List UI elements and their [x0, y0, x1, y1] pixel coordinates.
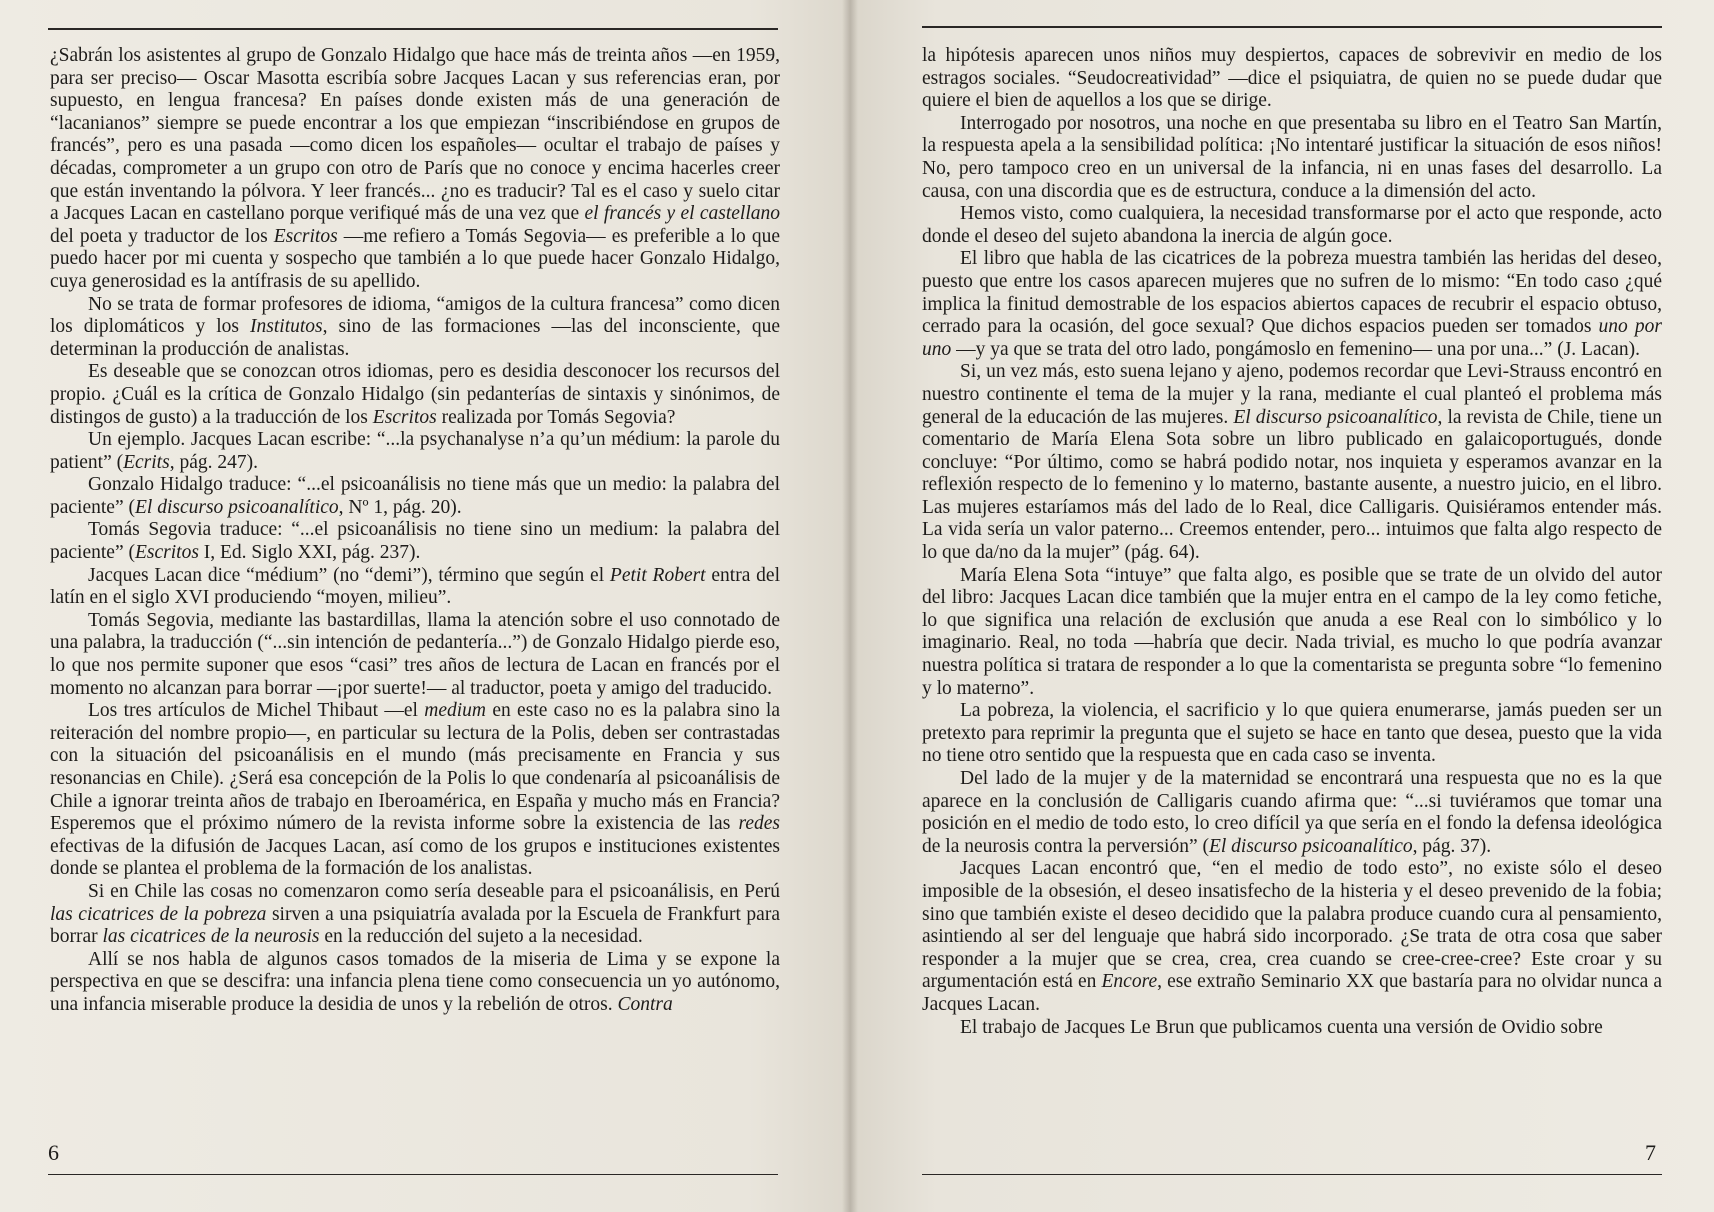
text-run: en este caso no es la palabra sino la reiteración del nombre propio—, en particular su lectura de la Polis, deben ser contrastadas con la situación del psicoanálisis en el mundo (más precisamente en Francia y sus resonancias en Chile). ¿Será esa concepción de la Polis lo que condenaría al psicoanálisis de Chile a ignorar treinta años de trabajo en Iberoamérica, en España y mucho más en Francia? Esperemos que el próximo número de la revista informe sobre la existencia de las: [50, 700, 780, 835]
text-run: No se trata de formar profesores de idioma, “amigos de la cultura francesa” como dicen los diplomáticos y los: [50, 293, 780, 338]
text-run: El trabajo de Jacques Le Brun que publicamos cuenta una versión de Ovidio sobre: [960, 1016, 1603, 1038]
text-run: en la reducción del sujeto a la necesidad.: [319, 926, 643, 948]
paragraph: [50, 45, 780, 294]
text-run: , pág. 247).: [169, 451, 258, 473]
bottom-rule: [48, 1174, 778, 1175]
text-run: Gonzalo Hidalgo traduce: “...el psicoanálisis no tiene más que un medio: la palabra del paciente” (: [50, 474, 780, 518]
paragraph: [50, 949, 780, 1017]
italic-run: El discurso psicoanalítico: [1208, 835, 1413, 857]
paragraph: [922, 45, 1662, 113]
page-number: 6: [48, 1140, 59, 1165]
text-run: Allí se nos habla de algunos casos tomados de la miseria de Lima y se expone la perspectiva en que se descifra: una infancia plena tiene como consecuencia un yo autónomo, una infancia miserable produce la desidia de unos y la rebelión de otros.: [50, 948, 780, 1015]
right-page-body: [922, 45, 1662, 1039]
italic-run: las cicatrices de la pobreza: [50, 903, 267, 925]
top-rule: [48, 28, 778, 30]
text-run: la hipótesis aparecen unos niños muy despiertos, capaces de sobrevivir en medio de los estragos sociales. “Seudocreatividad” —dice el psiquiatra, de quien no se puede dudar que quiere el bien de aquellos a los que se dirige.: [922, 45, 1662, 112]
text-run: La pobreza, la violencia, el sacrificio y lo que quiera enumerarse, jamás pueden ser un pretexto para reprimir la pregunta que el sujeto se hace en tanto que desea, puesto que la vida no tiene otro sentido que la respuesta que en cada caso se inventa.: [922, 700, 1662, 767]
paragraph: [50, 519, 780, 564]
paragraph: [50, 700, 780, 881]
text-run: Tomás Segovia traduce: “...el psicoanálisis no tiene sino un medium: la palabra del paciente” (: [50, 519, 780, 564]
text-run: efectivas de la difusión de Jacques Lacan, así como de los grupos e instituciones existentes donde se plantea el problema de la formación de los analistas.: [50, 835, 780, 880]
text-run: Interrogado por nosotros, una noche en que presentaba su libro en el Teatro San Martín, la respuesta apela a la sensibilidad política: ¡No intentaré justificar la situación de esos niños! No, pero tampoco creo en un universal de la infancia, ni en unas fases del desarrollo. La causa, con una discordia que es de estructura, conduce a la dimensión del acto.: [922, 112, 1662, 202]
italic-run: Escritos: [372, 406, 437, 428]
text-run: , sino de las formaciones —las del inconsciente, que determinan la producción de analistas.: [50, 316, 780, 360]
text-run: del poeta y traductor de los: [50, 225, 274, 247]
text-run: Jacques Lacan encontró que, “en el medio de todo esto”, no existe sólo el deseo imposible de la obsesión, el deseo insatisfecho de la histeria y el deseo prevenido de la fobia; sino que también existe el deseo decidido que la palabra produce cuando cura al pensamiento, asintiendo al ser del lenguaje que habrá sido incorporado. ¿Se trata de otra cosa que saber responder a la mujer que se crea, crea, crea cuando se cree-cree-cree? Este croar y su argumentación está en: [922, 858, 1662, 993]
italic-run: Contra: [617, 993, 673, 1015]
paragraph: [922, 1017, 1662, 1040]
paragraph: [50, 881, 780, 949]
text-run: Los tres artículos de Michel Thibaut —el: [88, 700, 425, 722]
text-run: Un ejemplo. Jacques Lacan escribe: “...la psychanalyse n’a qu’un médium: la parole du patient” (: [50, 429, 780, 473]
book-gutter: [842, 0, 858, 1212]
paragraph: [922, 203, 1662, 248]
right-page: [850, 0, 1714, 1212]
text-run: Del lado de la mujer y de la maternidad se encontrará una respuesta que no es la que aparece en la conclusión de Calligaris cuando afirma que: “...si tuviéramos que tomar una posición en el medio de todo esto, lo creo difícil ya que sería en el fondo la defensa ideológica de la neurosis contra la perversión” (: [922, 768, 1662, 857]
italic-run: Escritos: [273, 225, 338, 247]
text-run: Si, un vez más, esto suena lejano y ajeno, podemos recordar que Levi-Strauss encontró en nuestro continente el tema de la mujer y la rana, mediante el cual planteó el problema más general de la educación de las mujeres.: [922, 361, 1662, 428]
text-run: —me refiero a Tomás Segovia— es preferible a lo que puedo hacer por mi cuenta y sospecho que también a lo que puede hacer Gonzalo Hidalgo, cuya generosidad es la antífrasis de su apellido.: [50, 225, 780, 292]
text-run: Tomás Segovia, mediante las bastardillas, llama la atención sobre el uso connotado de una palabra, la traducción (“...sin intención de pedantería...”) de Gonzalo Hidalgo pierde eso, lo que nos permite suponer que esos “casi” tres años de lectura de Lacan en francés por el momento no alcanzan para borrar —¡por suerte!— al traductor, poeta y amigo del traducido.: [50, 609, 780, 699]
text-run: sirven a una psiquiatría avalada por la Escuela de Frankfurt para borrar: [50, 903, 780, 948]
paragraph: [50, 429, 780, 474]
bottom-rule: [922, 1174, 1662, 1175]
italic-run: uno por uno: [922, 316, 1662, 360]
text-run: —y ya que se trata del otro lado, pongámoslo en femenino— una por una...” (J. Lacan).: [951, 338, 1641, 360]
paragraph: [922, 248, 1662, 361]
paragraph: [922, 113, 1662, 203]
text-run: Jacques Lacan dice “médium” (no “demi”), término que según el: [88, 564, 610, 586]
left-page-body: [50, 45, 780, 1017]
text-run: entra del latín en el siglo XVI produciendo “moyen, milieu”.: [50, 564, 780, 609]
text-run: María Elena Sota “intuye” que falta algo, es posible que se trate de un olvido del autor del libro: Jacques Lacan dice también que la mujer entra en el campo de la ley como fetiche, lo que significa una relación de exclusión que anuda a ese Real con lo simbólico y lo imaginario. Real, no toda —habría que decir. Nada trivial, es mucho lo que podría avanzar nuestra política si tratara de responder a lo que la comentarista se pregunta sobre “lo femenino y lo materno”.: [922, 564, 1662, 699]
italic-run: las cicatrices de la neurosis: [102, 926, 320, 948]
paragraph: [50, 610, 780, 700]
paragraph: [922, 858, 1662, 1016]
italic-run: Institutos: [250, 316, 323, 338]
text-run: Es deseable que se conozcan otros idiomas, pero es desidia desconocer los recursos del propio. ¿Cuál es la crítica de Gonzalo Hidalgo (sin pedanterías de sintaxis y sinónimos, de distingos de gusto) a la traducción de los: [50, 361, 780, 428]
italic-run: el francés y el castellano: [584, 203, 780, 225]
paragraph: [50, 474, 780, 519]
paragraph: [50, 294, 780, 362]
text-run: , Nº 1, pág. 20).: [338, 496, 462, 518]
text-run: , la revista de Chile, tiene un comentario de María Elena Sota sobre un libro publicado en galaicoportugués, donde concluye: “Por último, como se habrá podido notar, nos inquieta y esperamos avanzar en la reflexión respecto de lo femenino y lo materno, bastante ausente, a nuestro juicio, en el libro. Las mujeres estaríamos más del lado de lo Real, dice Calligaris. Quisiéramos entender más. La vida sería un valor paterno... Creemos entender, pero... intuimos que falta algo respecto de lo que da/no da la mujer” (pág. 64).: [922, 406, 1663, 564]
italic-run: medium: [424, 700, 487, 722]
italic-run: Escritos: [134, 542, 199, 564]
paragraph: [922, 361, 1662, 564]
paragraph: [50, 565, 780, 610]
text-run: realizada por Tomás Segovia?: [436, 406, 676, 428]
text-run: , ese extraño Seminario XX que bastaría para no olvidar nunca a Jacques Lacan.: [922, 971, 1662, 1015]
text-run: El libro que habla de las cicatrices de la pobreza muestra también las heridas del deseo, puesto que entre los casos aparecen mujeres que no sufren de lo mismo: “En todo caso ¿qué implica la finitud demostrable de los espacios abiertos capaces de recubrir el espacio obtuso, cerrado para la ocasión, del goce sexual? Que dichos espacios pueden ser tomados: [922, 248, 1662, 338]
italic-run: El discurso psicoanalítico: [134, 496, 339, 518]
italic-run: Encore: [1101, 971, 1158, 993]
text-run: Si en Chile las cosas no comenzaron como sería deseable para el psicoanálisis, en Perú: [88, 880, 780, 902]
italic-run: Ecrits: [123, 451, 170, 473]
left-page: [0, 0, 850, 1212]
paragraph: [922, 700, 1662, 768]
text-run: ¿Sabrán los asistentes al grupo de Gonzalo Hidalgo que hace más de treinta años —en 1959, para ser preciso— Oscar Masotta escribía sobre Jacques Lacan y sus referencias eran, por supuesto, en lengua francesa? En países donde existen más de una generación de “lacanianos” siempre se puede encontrar a los que empiezan “inscribiéndose en grupos de francés”, pero es una pasada —como dicen los españoles— ocultar el trabajo de países y décadas, comprometer a un grupo con otro de París que no conoce y encima hacerles creer que están inventando la pólvora. Y leer francés... ¿no es traducir? Tal es el caso y suelo citar a Jacques Lacan en castellano porque verifiqué más de una vez que: [50, 45, 780, 225]
text-run: Hemos visto, como cualquiera, la necesidad transformarse por el acto que responde, acto donde el deseo del sujeto abandona la inercia de algún goce.: [922, 203, 1662, 247]
top-rule: [922, 26, 1662, 28]
text-run: I, Ed. Siglo XXI, pág. 237).: [198, 542, 421, 564]
paragraph: [922, 768, 1662, 858]
page-number: 7: [1645, 1140, 1656, 1165]
italic-run: redes: [738, 813, 780, 835]
italic-run: El discurso psicoanalítico: [1233, 406, 1438, 428]
text-run: , pág. 37).: [1412, 835, 1492, 857]
paragraph: [922, 565, 1662, 701]
paragraph: [50, 361, 780, 429]
italic-run: Petit Robert: [609, 564, 706, 586]
